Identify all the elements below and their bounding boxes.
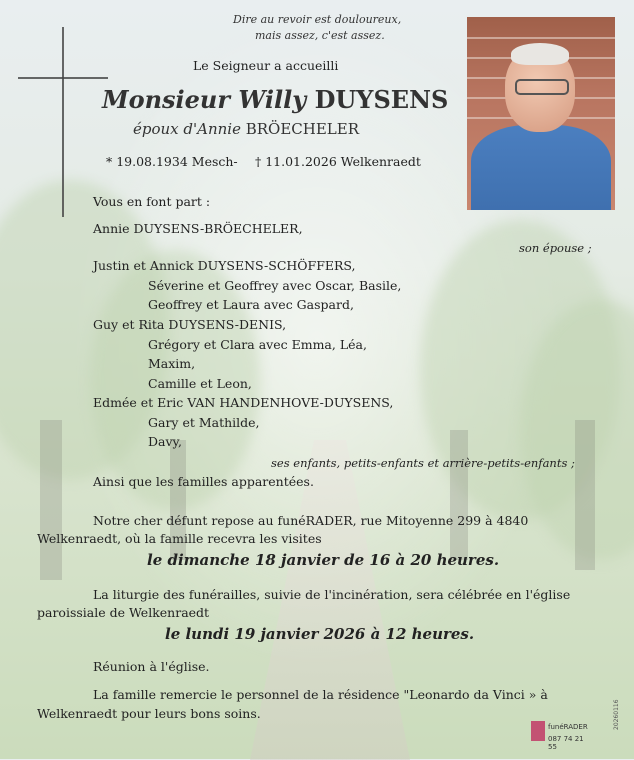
visit-line-2: Welkenraedt, où la famille recevra les visites bbox=[37, 531, 322, 546]
logo-mark-icon bbox=[531, 721, 545, 741]
funeral-home-logo bbox=[531, 721, 591, 749]
quote-line-2: mais assez, c'est assez. bbox=[255, 29, 385, 42]
deceased-first-name: Monsieur Willy bbox=[102, 85, 315, 114]
family-member: Grégory et Clara avec Emma, Léa, bbox=[148, 337, 367, 352]
thanks-line-2: Welkenraedt pour leurs bons soins. bbox=[37, 706, 261, 721]
family-member: Camille et Leon, bbox=[148, 376, 252, 391]
family-member: Justin et Annick DUYSENS-SCHÖFFERS, bbox=[93, 258, 356, 273]
family-member: Séverine et Geoffrey avec Oscar, Basile, bbox=[148, 278, 402, 293]
thanks-line-1: La famille remercie le personnel de la résidence "Leonardo da Vinci » à bbox=[93, 687, 548, 702]
family-intro: Vous en font part : bbox=[93, 194, 211, 209]
reference-number: 20260116 bbox=[613, 699, 620, 730]
deceased-name bbox=[102, 86, 448, 114]
visit-line-1: Notre cher défunt repose au funéRADER, rue Mitoyenne 299 à 4840 bbox=[93, 513, 529, 528]
spouse-line bbox=[133, 119, 359, 139]
family-member: Guy et Rita DUYSENS-DENIS, bbox=[93, 317, 287, 332]
background-trunk bbox=[450, 430, 468, 560]
liturgy-line-2: paroissiale de Welkenraedt bbox=[37, 605, 210, 620]
families-line: Ainsi que les familles apparentées. bbox=[93, 474, 314, 489]
family-member: Edmée et Eric VAN HANDENHOVE-DUYSENS, bbox=[93, 395, 394, 410]
family-member: Gary et Mathilde, bbox=[148, 415, 260, 430]
liturgy-line-1: La liturgie des funérailles, suivie de l'incinération, sera célébrée en l'église bbox=[93, 587, 571, 602]
family-member: Maxim, bbox=[148, 356, 196, 371]
spouse-last-name: BRÖECHELER bbox=[245, 120, 360, 138]
spouse-name: Annie DUYSENS-BRÖECHELER, bbox=[93, 221, 303, 236]
logo-name: funéRADER bbox=[548, 723, 588, 731]
spouse-role: son épouse ; bbox=[519, 241, 592, 255]
liturgy-date: le lundi 19 janvier 2026 à 12 heures. bbox=[165, 625, 475, 643]
visit-date: le dimanche 18 janvier de 16 à 20 heures. bbox=[147, 551, 500, 569]
intro-text: Le Seigneur a accueilli bbox=[193, 58, 339, 73]
children-role: ses enfants, petits-enfants et arrière-petits-enfants ; bbox=[271, 456, 575, 470]
birth-date: * 19.08.1934 Mesch- bbox=[106, 154, 238, 169]
deceased-photo bbox=[467, 17, 615, 210]
cross-icon-bar bbox=[18, 77, 108, 79]
spouse-label: époux d'Annie bbox=[133, 120, 246, 138]
reunion-line: Réunion à l'église. bbox=[93, 659, 210, 674]
family-member: Geoffrey et Laura avec Gaspard, bbox=[148, 297, 354, 312]
cross-icon bbox=[62, 27, 64, 217]
family-member: Davy, bbox=[148, 434, 182, 449]
quote-line-1: Dire au revoir est douloureux, bbox=[233, 13, 402, 26]
deceased-last-name: DUYSENS bbox=[314, 85, 449, 114]
background-trunk bbox=[40, 420, 62, 580]
death-date: † 11.01.2026 Welkenraedt bbox=[255, 154, 421, 169]
background-trunk bbox=[575, 420, 595, 570]
logo-phone: 087 74 21 55 bbox=[548, 735, 584, 751]
